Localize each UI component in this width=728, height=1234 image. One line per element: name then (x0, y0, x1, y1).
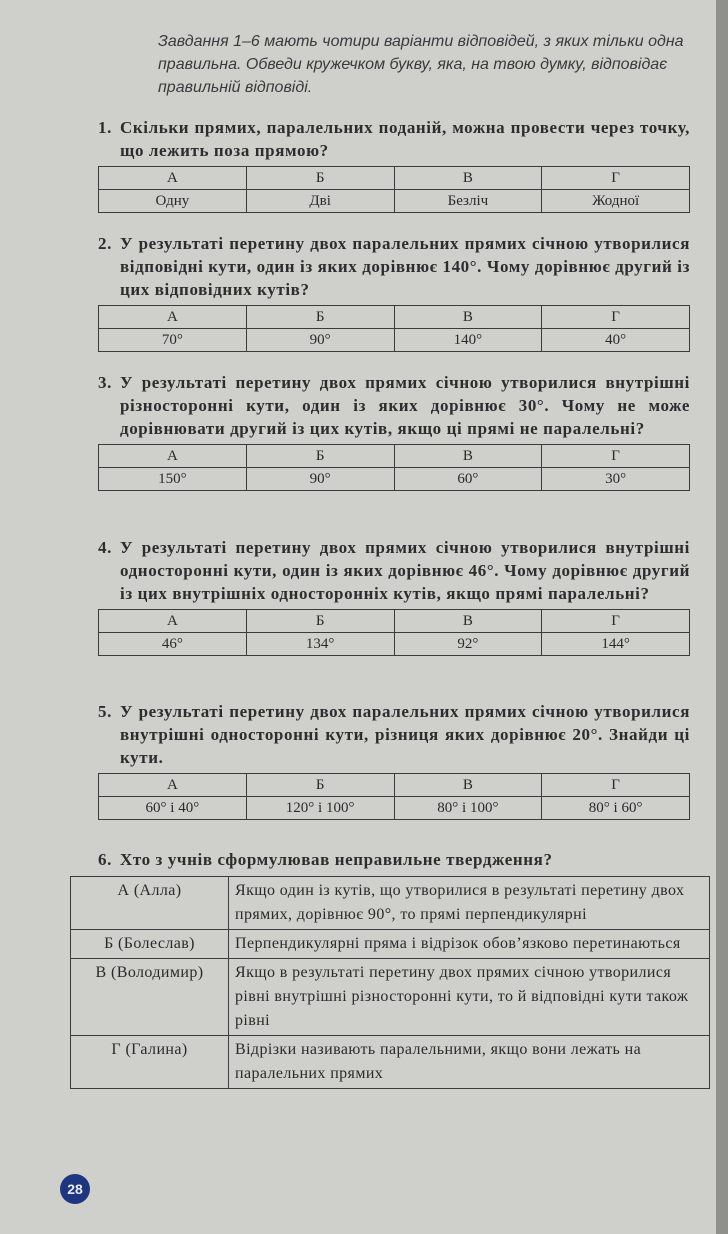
option-letter-a[interactable]: А (99, 306, 247, 329)
option-value-a: Одну (99, 190, 247, 213)
option-letter-a[interactable]: А (99, 610, 247, 633)
option-letter-d[interactable]: Г (542, 445, 690, 468)
option-value-d: 80° і 60° (542, 797, 690, 820)
instructions: Завдання 1–6 мають чотири варіанти відповідей, з яких тільки одна правильна. Обведи кружечком букву, яка, на твою думку, відповідає правильній відповіді. (158, 33, 684, 96)
option-letter-c[interactable]: В (394, 774, 542, 797)
option-letter-a[interactable]: А (99, 774, 247, 797)
task-3 (98, 371, 690, 491)
table-row (71, 930, 710, 959)
option-value-c: 140° (394, 329, 542, 352)
option-letter-a[interactable]: А (99, 167, 247, 190)
page-edge (716, 0, 728, 1234)
answer-table (98, 609, 690, 656)
option-value-a: 46° (99, 633, 247, 656)
statement-text: Якщо в результаті перетину двох прямих січною утворилися рівні внутрішні різносторонні кути, то й відповідні кути також рівні (229, 959, 710, 1036)
answer-table (98, 444, 690, 491)
task-4 (98, 536, 690, 656)
task-6-table (70, 876, 710, 1089)
option-value-d: 144° (542, 633, 690, 656)
statement-text: Перпендикулярні пряма і відрізок обов’язково перетинаються (229, 930, 710, 959)
option-letter-c[interactable]: В (394, 610, 542, 633)
option-value-d: 40° (542, 329, 690, 352)
option-letter-d[interactable]: Г (542, 167, 690, 190)
task-1 (98, 116, 690, 213)
option-letter-c[interactable]: В (394, 445, 542, 468)
task-question: 4. У результаті перетину двох прямих січною утворилися внутрішні односторонні кути, один із яких дорівнює 46°. Чому дорівнює другий із цих внутрішніх односторонніх кутів, якщо прямі паралельні? (98, 538, 690, 603)
option-letter-b[interactable]: Б (246, 306, 394, 329)
option-value-b: Дві (246, 190, 394, 213)
task-5 (98, 700, 690, 820)
option-value-a: 70° (99, 329, 247, 352)
option-letter-b[interactable]: Б (246, 167, 394, 190)
option-value-c: 80° і 100° (394, 797, 542, 820)
answer-table (98, 773, 690, 820)
option-value-a: 150° (99, 468, 247, 491)
option-letter-b[interactable]: Б (246, 774, 394, 797)
task-question: 5. У результаті перетину двох паралельних прямих січною утворилися внутрішні односторонні кути, різниця яких дорівнює 20°. Знайди ці кути. (98, 702, 690, 767)
option-value-b: 134° (246, 633, 394, 656)
answer-table (98, 305, 690, 352)
table-row (71, 959, 710, 1036)
option-letter-c[interactable]: В (394, 167, 542, 190)
statement-text: Якщо один із кутів, що утворилися в результаті перетину двох прямих, дорівнює 90°, то прямі перпендикулярні (229, 877, 710, 930)
task-question: 1. Скільки прямих, паралельних поданій, можна провести через точку, що лежить поза прямою? (98, 118, 690, 160)
task-2 (98, 232, 690, 352)
table-row (71, 877, 710, 930)
student-option-a[interactable]: А (Алла) (71, 877, 229, 930)
student-option-c[interactable]: В (Володимир) (71, 959, 229, 1036)
statement-text: Відрізки називають паралельними, якщо вони лежать на паралельних прямих (229, 1036, 710, 1089)
answer-table (98, 166, 690, 213)
option-letter-d[interactable]: Г (542, 610, 690, 633)
option-letter-b[interactable]: Б (246, 445, 394, 468)
table-row (71, 1036, 710, 1089)
option-value-c: Безліч (394, 190, 542, 213)
option-letter-b[interactable]: Б (246, 610, 394, 633)
option-letter-d[interactable]: Г (542, 306, 690, 329)
option-value-c: 92° (394, 633, 542, 656)
option-value-b: 90° (246, 468, 394, 491)
student-option-b[interactable]: Б (Болеслав) (71, 930, 229, 959)
task-question: 2. У результаті перетину двох паралельних прямих січною утворилися відповідні кути, один із яких дорівнює 140°. Чому дорівнює другий із цих відповідних кутів? (98, 234, 690, 299)
task-question: 3. У результаті перетину двох прямих січною утворилися внутрішні різносторонні кути, один із яких дорівнює 30°. Чому не може дорівнювати другий із цих кутів, якщо ці прямі не паралельні? (98, 373, 690, 438)
task-6-question: 6. Хто з учнів сформулював неправильне твердження? (98, 850, 553, 869)
option-letter-a[interactable]: А (99, 445, 247, 468)
option-letter-d[interactable]: Г (542, 774, 690, 797)
option-value-b: 120° і 100° (246, 797, 394, 820)
option-value-d: 30° (542, 468, 690, 491)
option-value-d: Жодної (542, 190, 690, 213)
option-value-c: 60° (394, 468, 542, 491)
option-value-b: 90° (246, 329, 394, 352)
student-option-d[interactable]: Г (Галина) (71, 1036, 229, 1089)
option-value-a: 60° і 40° (99, 797, 247, 820)
page-number: 28 (60, 1174, 90, 1204)
option-letter-c[interactable]: В (394, 306, 542, 329)
